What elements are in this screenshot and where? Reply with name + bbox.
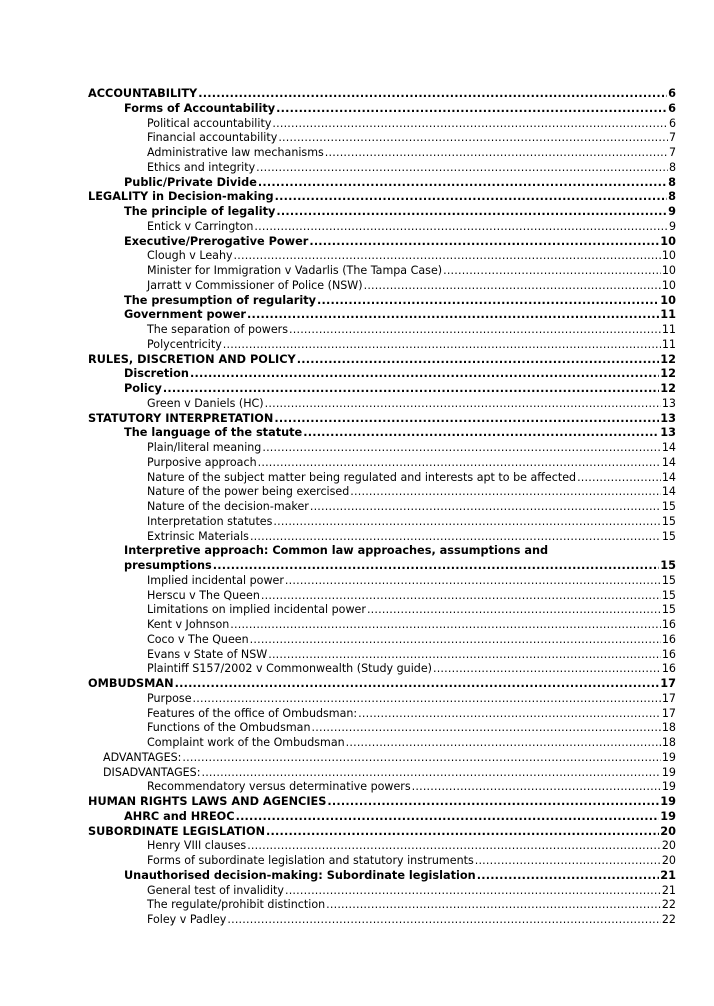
toc-entry[interactable] <box>88 367 676 382</box>
toc-page-number: 20 <box>661 854 676 867</box>
toc-entry[interactable] <box>88 736 676 751</box>
toc-page-number: 14 <box>661 455 676 469</box>
toc-entry[interactable] <box>88 618 676 633</box>
toc-entry[interactable] <box>88 131 676 146</box>
dot-leader <box>266 825 659 840</box>
toc-entry-title[interactable]: Interpretive approach: Common law approaches, assumptions and <box>124 544 549 558</box>
toc-entry[interactable] <box>88 102 676 117</box>
toc-entry[interactable] <box>88 707 676 722</box>
toc-page-number: 9 <box>668 205 676 218</box>
dot-leader <box>412 780 661 795</box>
toc-entry-title: Purpose <box>147 691 192 705</box>
toc-entry-title: ACCOUNTABILITY <box>88 87 198 100</box>
toc-entry-title: AHRC and HREOC <box>124 809 235 823</box>
toc-entry-title: ADVANTAGES: <box>103 750 182 764</box>
toc-entry-title: OMBUDSMAN <box>88 677 174 690</box>
toc-page-number: 8 <box>668 190 676 204</box>
dot-leader <box>443 264 661 279</box>
toc-entry[interactable] <box>88 205 676 220</box>
dot-leader <box>475 854 661 869</box>
dot-leader <box>261 589 661 604</box>
dot-leader <box>285 884 661 899</box>
toc-page-number: 11 <box>660 308 676 322</box>
toc-entry[interactable] <box>88 456 676 471</box>
toc-entry-title: General test of invalidity <box>147 883 284 897</box>
dot-leader <box>577 471 661 486</box>
toc-page-number: 10 <box>660 293 676 307</box>
dot-leader <box>433 662 661 677</box>
toc-entry[interactable] <box>88 648 676 663</box>
toc-entry-title: Nature of the decision-maker <box>147 500 309 513</box>
toc-page-number: 16 <box>661 662 676 676</box>
dot-leader <box>227 913 661 928</box>
toc-page-number: 10 <box>661 249 676 263</box>
dot-leader <box>289 323 661 338</box>
toc-entry[interactable] <box>88 721 676 736</box>
toc-entry-title: DISADVANTAGES: <box>103 765 201 779</box>
toc-page-number: 11 <box>661 323 676 336</box>
toc-entry[interactable] <box>88 692 676 707</box>
toc-entry[interactable] <box>88 338 676 353</box>
toc-entry[interactable] <box>88 485 676 500</box>
toc-page-number: 15 <box>661 588 676 602</box>
toc-page-number: 19 <box>661 765 676 779</box>
dot-leader <box>250 633 661 648</box>
dot-leader <box>275 190 668 205</box>
toc-entry-title: Recommendatory versus determinative powers <box>147 780 411 794</box>
toc-page-number: 15 <box>661 573 676 587</box>
toc-page-number: 15 <box>661 514 676 528</box>
dot-leader <box>278 131 668 146</box>
toc-entry[interactable] <box>88 353 676 368</box>
toc-entry-title: Complaint work of the Ombudsman <box>147 736 345 749</box>
toc-entry-title: Political accountability <box>147 116 272 130</box>
toc-page-number: 19 <box>660 795 676 808</box>
dot-leader <box>272 117 668 132</box>
dot-leader <box>346 736 661 751</box>
toc-entry-title: Interpretation statutes <box>147 514 273 528</box>
dot-leader <box>163 382 659 397</box>
toc-entry-title: Evans v State of NSW <box>147 647 268 661</box>
dot-leader <box>190 367 659 382</box>
dot-leader <box>193 692 661 707</box>
dot-leader <box>312 721 661 736</box>
toc-entry[interactable] <box>88 662 676 677</box>
toc-page-number: 12 <box>660 367 676 381</box>
toc-page-number: 10 <box>661 264 676 277</box>
toc-entry[interactable] <box>88 426 676 441</box>
toc-page-number: 16 <box>661 618 676 631</box>
toc-entry-title: Kent v Johnson <box>147 618 230 631</box>
toc-entry[interactable] <box>88 530 676 545</box>
toc-entry[interactable] <box>88 810 676 825</box>
toc-entry-title: Executive/Prerogative Power <box>124 234 309 248</box>
toc-page-number: 16 <box>661 647 676 661</box>
toc-page-number: 17 <box>661 691 676 705</box>
toc-page-number: 20 <box>660 824 676 838</box>
dot-leader <box>367 603 661 618</box>
toc-entry-title: Discretion <box>124 367 189 381</box>
toc-page-number: 22 <box>661 898 676 912</box>
dot-leader <box>276 102 667 117</box>
toc-entry[interactable] <box>88 839 676 854</box>
toc-entry-title: HUMAN RIGHTS LAWS AND AGENCIES <box>88 795 327 808</box>
toc-entry[interactable] <box>88 161 676 176</box>
toc-entry-title: Policy <box>124 382 162 395</box>
toc-page-number: 19 <box>661 750 676 764</box>
toc-entry-title: Entick v Carrington <box>147 219 254 233</box>
dot-leader <box>326 898 661 913</box>
toc-entry-title: Forms of Accountability <box>124 101 276 115</box>
toc-page-number: 14 <box>661 485 676 499</box>
toc-page-number: 8 <box>668 175 676 189</box>
toc-page-number: 14 <box>661 441 676 454</box>
dot-leader <box>230 618 661 633</box>
toc-page-number: 19 <box>660 809 676 823</box>
toc-entry[interactable] <box>88 854 676 869</box>
toc-page-number: 13 <box>660 426 676 440</box>
toc-entry[interactable] <box>88 308 676 323</box>
toc-entry-title: Administrative law mechanisms <box>147 146 324 159</box>
toc-page-number: 14 <box>661 470 676 484</box>
toc-page-number: 6 <box>668 116 676 130</box>
toc-entry[interactable] <box>88 176 676 191</box>
toc-entry[interactable] <box>88 190 676 205</box>
toc-page-number: 15 <box>661 603 676 617</box>
toc-entry[interactable] <box>88 574 676 589</box>
toc-entry-title: LEGALITY in Decision-making <box>88 190 274 204</box>
toc-entry[interactable] <box>88 898 676 913</box>
toc-entry-title: Jarratt v Commissioner of Police (NSW) <box>147 278 363 292</box>
toc-entry-title: The separation of powers <box>147 323 289 336</box>
toc-entry-title: The regulate/prohibit distinction <box>147 898 326 912</box>
toc-page-number: 15 <box>661 500 676 513</box>
table-of-contents <box>88 87 676 928</box>
dot-leader <box>213 559 660 574</box>
toc-page-number: 15 <box>660 559 676 572</box>
toc-page-number: 6 <box>668 87 676 100</box>
toc-entry-title: Plaintiff S157/2002 v Commonwealth (Study guide) <box>147 662 432 676</box>
dot-leader <box>258 456 661 471</box>
toc-page-number: 18 <box>661 736 676 749</box>
toc-entry[interactable] <box>88 117 676 132</box>
toc-entry-title: Henry VIII clauses <box>147 839 247 853</box>
dot-leader <box>327 795 659 810</box>
toc-page-number: 11 <box>661 337 676 351</box>
toc-entry[interactable] <box>88 766 676 781</box>
toc-page-number: 19 <box>661 780 676 794</box>
toc-entry-title: presumptions <box>124 559 212 572</box>
toc-entry[interactable] <box>88 869 676 884</box>
dot-leader <box>350 485 661 500</box>
toc-entry[interactable] <box>88 87 676 102</box>
dot-leader <box>274 412 659 427</box>
toc-entry-title: Herscu v The Queen <box>147 588 260 602</box>
dot-leader <box>317 294 659 309</box>
toc-entry-title: Implied incidental power <box>147 573 284 587</box>
toc-entry-title: Forms of subordinate legislation and statutory instruments <box>147 854 474 867</box>
dot-leader <box>265 397 661 412</box>
dot-leader <box>309 235 659 250</box>
toc-page-number: 7 <box>668 131 676 145</box>
dot-leader <box>250 530 661 545</box>
dot-leader <box>273 515 660 530</box>
toc-entry[interactable] <box>88 633 676 648</box>
toc-entry-title: Extrinsic Materials <box>147 529 249 543</box>
toc-entry[interactable] <box>88 323 676 338</box>
toc-page-number: 12 <box>660 352 676 366</box>
toc-entry-title: Limitations on implied incidental power <box>147 603 366 617</box>
toc-entry-title: Nature of the subject matter being regulated and interests apt to be affected <box>147 470 577 484</box>
toc-page-number: 9 <box>668 219 676 233</box>
toc-page-number: 21 <box>660 868 676 882</box>
toc-entry[interactable] <box>88 235 676 250</box>
dot-leader <box>358 707 661 722</box>
toc-entry-title: The language of the statute <box>124 426 303 440</box>
toc-entry-title: Ethics and integrity <box>147 160 256 174</box>
dot-leader <box>247 308 659 323</box>
toc-entry-title: Public/Private Divide <box>124 175 257 189</box>
dot-leader <box>182 751 660 766</box>
toc-entry-title: STATUTORY INTERPRETATION <box>88 411 274 425</box>
toc-entry-title: RULES, DISCRETION AND POLICY <box>88 352 296 366</box>
dot-leader <box>325 146 668 161</box>
toc-entry-title: Minister for Immigration v Vadarlis (The Tampa Case) <box>147 264 443 277</box>
toc-entry[interactable] <box>88 471 676 486</box>
toc-entry-title: The presumption of regularity <box>124 293 316 307</box>
toc-page-number: 15 <box>661 529 676 543</box>
dot-leader <box>297 353 660 368</box>
toc-entry-title: Green v Daniels (HC) <box>147 396 264 410</box>
toc-entry-title: Foley v Padley <box>147 913 227 926</box>
toc-entry-title: Features of the office of Ombudsman: <box>147 706 358 720</box>
toc-entry[interactable] <box>88 677 676 692</box>
dot-leader <box>201 766 660 781</box>
toc-entry-title: Unauthorised decision-making: Subordinate legislation <box>124 868 476 882</box>
toc-page-number: 17 <box>660 677 676 690</box>
toc-page-number: 16 <box>661 632 676 646</box>
toc-entry[interactable] <box>88 795 676 810</box>
dot-leader <box>236 810 660 825</box>
toc-page-number: 13 <box>661 396 676 410</box>
dot-leader <box>285 574 661 589</box>
toc-page-number: 17 <box>661 706 676 720</box>
toc-entry[interactable] <box>88 412 676 427</box>
toc-entry[interactable] <box>88 220 676 235</box>
toc-entry[interactable] <box>88 780 676 795</box>
toc-entry-title: Nature of the power being exercised <box>147 485 350 499</box>
toc-entry-title: Plain/literal meaning <box>147 441 262 454</box>
toc-entry[interactable] <box>88 441 676 456</box>
dot-leader <box>256 161 668 176</box>
dot-leader <box>223 338 661 353</box>
toc-entry[interactable] <box>88 559 676 574</box>
dot-leader <box>258 176 667 191</box>
toc-entry-title: SUBORDINATE LEGISLATION <box>88 824 266 838</box>
toc-entry[interactable] <box>88 500 676 515</box>
dot-leader <box>247 839 661 854</box>
toc-entry[interactable] <box>88 751 676 766</box>
toc-entry[interactable] <box>88 589 676 604</box>
toc-entry[interactable] <box>88 825 676 840</box>
toc-page-number: 18 <box>661 721 676 735</box>
dot-leader <box>175 677 660 692</box>
dot-leader <box>310 500 661 515</box>
toc-entry-title: The principle of legality <box>124 205 276 218</box>
toc-entry[interactable] <box>88 397 676 412</box>
dot-leader <box>303 426 659 441</box>
toc-page-number: 8 <box>668 160 676 174</box>
toc-entry[interactable] <box>88 279 676 294</box>
toc-entry[interactable] <box>88 294 676 309</box>
dot-leader <box>234 249 661 264</box>
toc-entry-title: Government power <box>124 308 246 322</box>
toc-page-number: 10 <box>660 234 676 248</box>
dot-leader <box>254 220 668 235</box>
toc-page-number: 13 <box>660 411 676 425</box>
toc-entry[interactable] <box>88 146 676 161</box>
toc-entry-title: Clough v Leahy <box>147 249 233 263</box>
toc-page-number: 6 <box>668 101 676 115</box>
dot-leader <box>262 441 661 456</box>
dot-leader <box>198 87 667 102</box>
toc-entry[interactable] <box>88 913 676 928</box>
toc-page-number: 12 <box>660 382 676 395</box>
toc-entry[interactable] <box>88 603 676 618</box>
toc-page-number: 22 <box>661 913 676 926</box>
dot-leader <box>276 205 667 220</box>
toc-entry-title: Polycentricity <box>147 337 222 351</box>
dot-leader <box>364 279 661 294</box>
toc-page-number: 21 <box>661 883 676 897</box>
toc-entry[interactable] <box>88 249 676 264</box>
dot-leader <box>477 869 660 884</box>
toc-entry[interactable] <box>88 264 676 279</box>
toc-entry-title: Coco v The Queen <box>147 632 249 646</box>
dot-leader <box>268 648 661 663</box>
toc-entry-title: Functions of the Ombudsman <box>147 721 311 735</box>
toc-entry[interactable] <box>88 515 676 530</box>
toc-page-number: 20 <box>661 839 676 853</box>
toc-entry-title: Purposive approach <box>147 455 257 469</box>
toc-entry-title: Financial accountability <box>147 131 278 145</box>
toc-page-number: 10 <box>661 278 676 292</box>
toc-entry[interactable] <box>88 884 676 899</box>
toc-entry[interactable] <box>88 382 676 397</box>
toc-page-number: 7 <box>668 146 676 159</box>
